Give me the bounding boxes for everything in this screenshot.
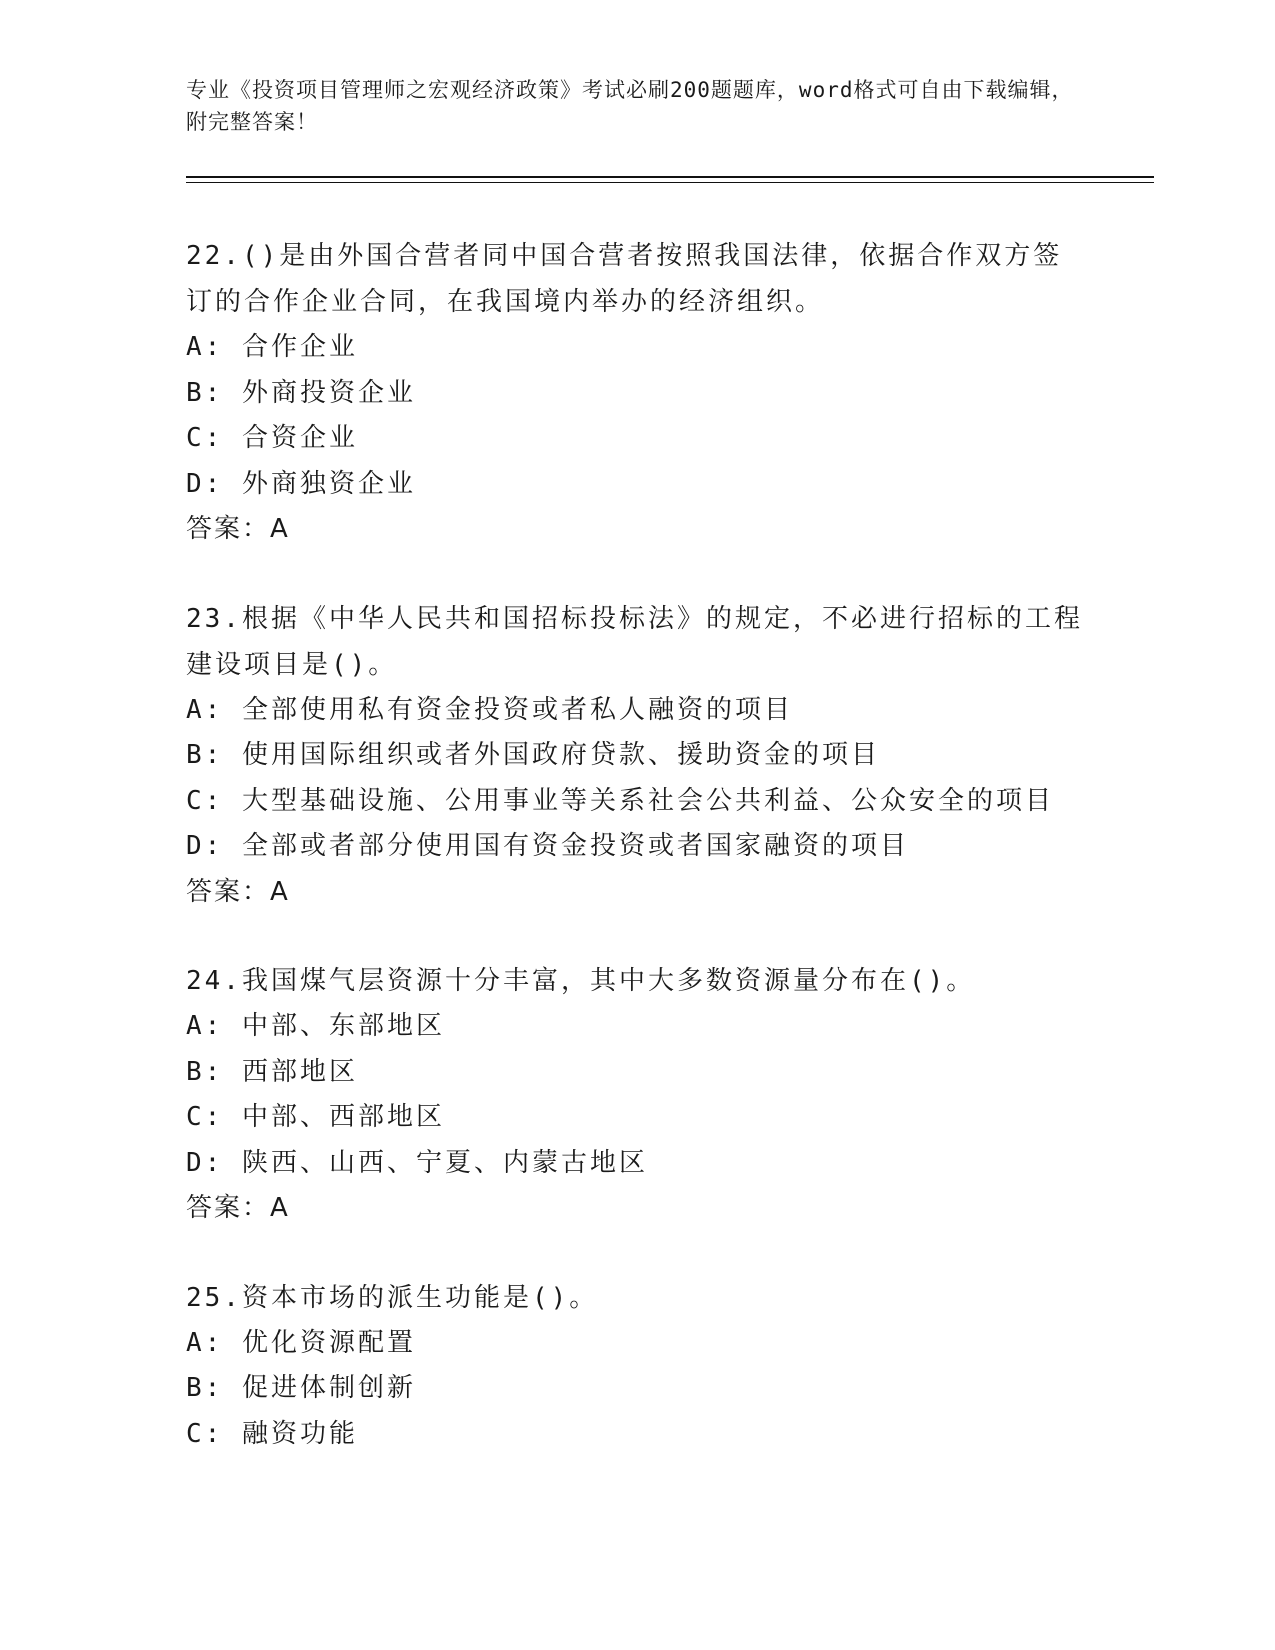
- header-divider-thick: [186, 176, 1154, 178]
- question-stem: 22.()是由外国合营者同中国合营者按照我国法律，依据合作双方签订的合作企业合同，在我国境内举办的经济组织。: [186, 241, 1063, 317]
- question-stem: 24.我国煤气层资源十分丰富，其中大多数资源量分布在()。: [186, 966, 976, 996]
- question-list: [186, 233, 1086, 1500]
- option-c: C: 融资功能: [186, 1418, 358, 1449]
- option-d: D: 外商独资企业: [186, 468, 416, 499]
- question-24: [186, 958, 1086, 1232]
- option-b: B: 西部地区: [186, 1056, 358, 1087]
- question-23: [186, 596, 1086, 916]
- option-c: C: 大型基础设施、公用事业等关系社会公共利益、公众安全的项目: [186, 785, 1054, 816]
- answer-line: 答案：A: [186, 514, 290, 544]
- answer-line: 答案：A: [186, 876, 290, 907]
- question-stem: 25.资本市场的派生功能是()。: [186, 1282, 599, 1313]
- answer-line: 答案：A: [186, 1193, 290, 1223]
- option-a: A: 全部使用私有资金投资或者私人融资的项目: [186, 694, 793, 725]
- option-a: A: 合作企业: [186, 332, 358, 362]
- document-header: 专业《投资项目管理师之宏观经济政策》考试必刷200题题库，word格式可自由下载编辑，附完整答案！: [186, 78, 1074, 134]
- option-b: B: 外商投资企业: [186, 377, 416, 408]
- option-c: C: 中部、西部地区: [186, 1102, 445, 1132]
- option-d: D: 陕西、山西、宁夏、内蒙古地区: [186, 1147, 648, 1178]
- header-divider-thin: [186, 182, 1154, 183]
- option-d: D: 全部或者部分使用国有资金投资或者国家融资的项目: [186, 831, 909, 861]
- question-25: [186, 1275, 1086, 1458]
- question-22: [186, 233, 1086, 553]
- option-a: A: 优化资源配置: [186, 1327, 416, 1358]
- option-c: C: 合资企业: [186, 423, 358, 453]
- question-stem: 23.根据《中华人民共和国招标投标法》的规定，不必进行招标的工程建设项目是()。: [186, 603, 1083, 680]
- option-b: B: 使用国际组织或者外国政府贷款、援助资金的项目: [186, 740, 880, 770]
- option-b: B: 促进体制创新: [186, 1373, 416, 1403]
- option-a: A: 中部、东部地区: [186, 1011, 445, 1041]
